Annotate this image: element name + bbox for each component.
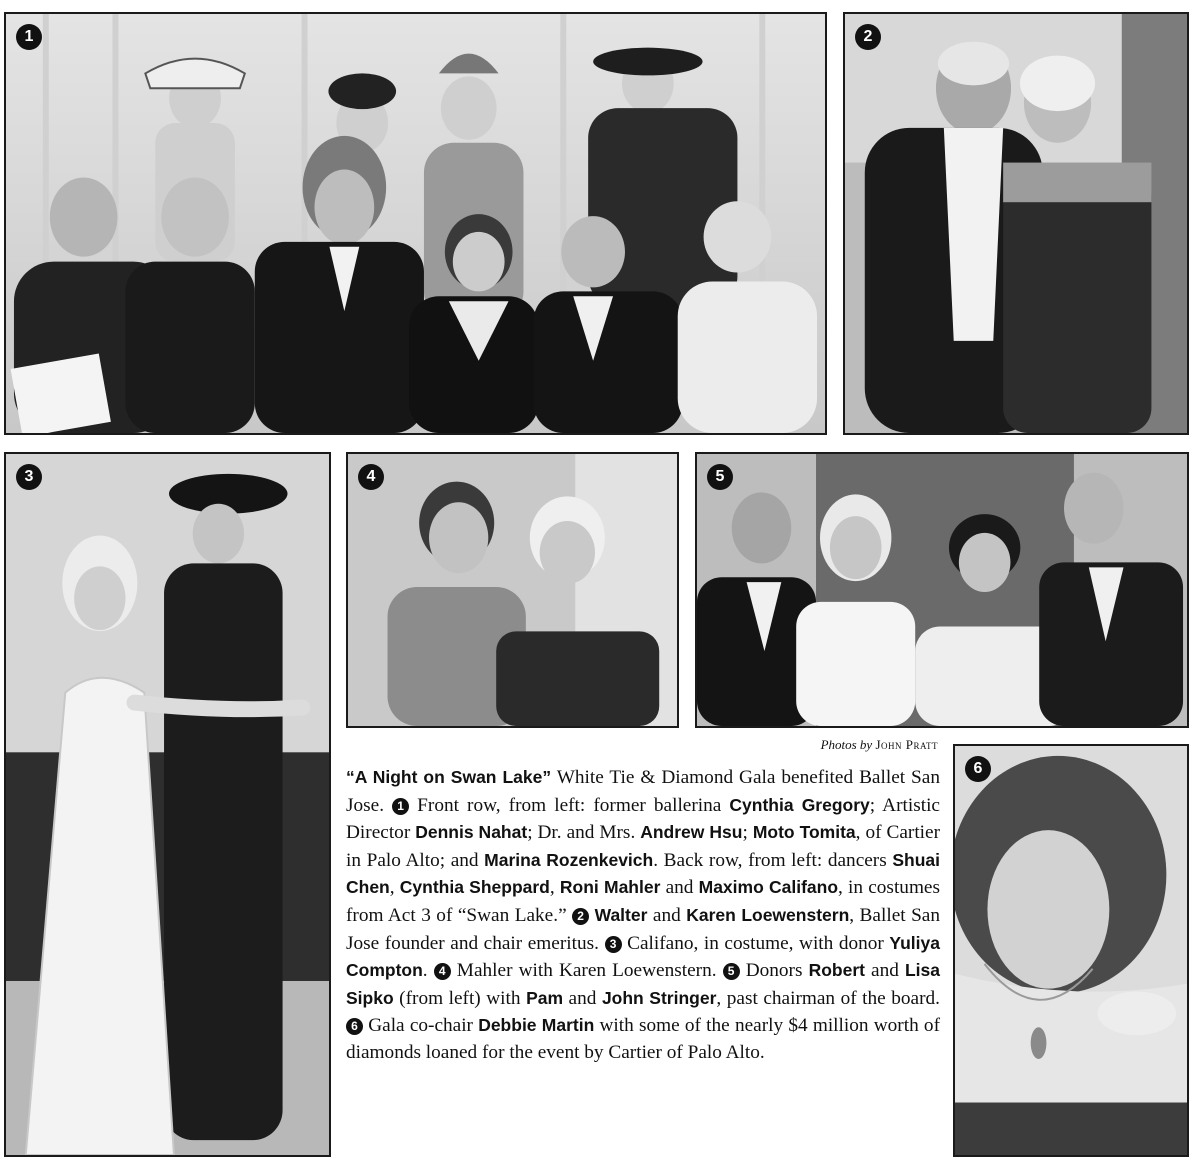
diamond-necklace-photo-image (955, 746, 1187, 1155)
photo-number-badge: 4 (358, 464, 384, 490)
caption-person-name: Shuai Chen (346, 849, 941, 898)
credit-photographer: John Pratt (875, 737, 938, 752)
photo-3 (4, 452, 331, 1157)
caption-text: ; Artistic Director (346, 794, 940, 844)
caption-text: . Back row, from left: dancers (653, 849, 893, 871)
caption-person-name: Pam (526, 987, 564, 1008)
caption-text: Califano, in costume, with donor (621, 932, 890, 954)
caption-person-name: Cynthia Gregory (729, 794, 870, 815)
caption-text: and (864, 960, 905, 982)
photo-4 (346, 452, 679, 728)
caption-text: , of Cartier in Palo Alto; and (346, 822, 941, 871)
caption-text: and (660, 877, 699, 899)
caption-person-name: Robert (808, 960, 865, 981)
two-women-photo-image (348, 454, 677, 726)
caption-person-name: Dennis Nahat (415, 822, 528, 843)
photo-2 (843, 12, 1189, 435)
caption-text: with some of the nearly $4 million worth of diamonds loaned for the event by Cartier of Palo Alto. (346, 1015, 940, 1063)
caption-text: Front row, from left: former ballerina (409, 794, 730, 816)
caption-text: Mahler with Karen Loewenstern. (450, 960, 723, 982)
caption-text: Donors (739, 960, 809, 982)
photo-5 (695, 452, 1189, 728)
caption-text: , (389, 877, 400, 899)
caption-person-name: Andrew Hsu (640, 822, 743, 843)
caption-text: , Ballet San Jose founder and chair emeritus. (346, 904, 940, 954)
caption-text: (from left) with (393, 987, 527, 1009)
dance-photo-image (6, 454, 329, 1155)
caption-text: , past chairman of the board. (716, 987, 940, 1009)
caption-number-badge: 5 (723, 963, 740, 980)
photo-number-badge: 1 (16, 24, 42, 50)
photo-1 (4, 12, 827, 435)
caption-person-name: Cynthia Sheppard (399, 877, 550, 898)
couple-photo-image (845, 14, 1187, 433)
caption-person-name: Walter (594, 904, 648, 925)
caption-person-name: Marina Rozenkevich (484, 849, 654, 870)
photo-number-badge: 2 (855, 24, 881, 50)
caption-person-name: Yuliya Compton (346, 932, 940, 981)
caption-person-name: John Stringer (601, 987, 717, 1008)
caption-person-name: Moto Tomita (752, 822, 856, 843)
group-photo-image (6, 14, 825, 433)
caption-number-badge: 1 (392, 798, 409, 815)
caption-text: ; (742, 822, 753, 844)
caption-text: Gala co-chair (363, 1015, 479, 1037)
photo-number-badge: 3 (16, 464, 42, 490)
caption-person-name: Roni Mahler (559, 877, 661, 898)
caption-text: , in costumes from Act 3 of “Swan Lake.” (346, 877, 940, 926)
caption-text: ; Dr. and Mrs. (527, 822, 641, 844)
caption-number-badge: 2 (572, 908, 589, 925)
caption-title: “A Night on Swan Lake” (346, 767, 552, 787)
caption-person-name: Karen Loewenstern (686, 904, 850, 925)
caption-person-name: Lisa Sipko (346, 960, 941, 1008)
photo-caption (346, 764, 940, 1067)
photo-6 (953, 744, 1189, 1157)
caption-person-name: Debbie Martin (478, 1015, 595, 1036)
photo-credit (700, 737, 938, 753)
photo-number-badge: 6 (965, 756, 991, 782)
photo-number-badge: 5 (707, 464, 733, 490)
caption-number-badge: 4 (434, 963, 451, 980)
caption-number-badge: 3 (605, 936, 622, 953)
caption-person-name: Maximo Califano (698, 877, 839, 898)
caption-text: and (563, 987, 602, 1009)
caption-text: . (422, 960, 434, 982)
credit-prefix: Photos by (820, 737, 873, 752)
four-guests-photo-image (697, 454, 1187, 726)
caption-text: , (549, 877, 560, 899)
caption-number-badge: 6 (346, 1018, 363, 1035)
caption-text: and (647, 904, 687, 926)
caption-text: White Tie & Diamond Gala benefited Ballet San Jose. (346, 767, 940, 816)
